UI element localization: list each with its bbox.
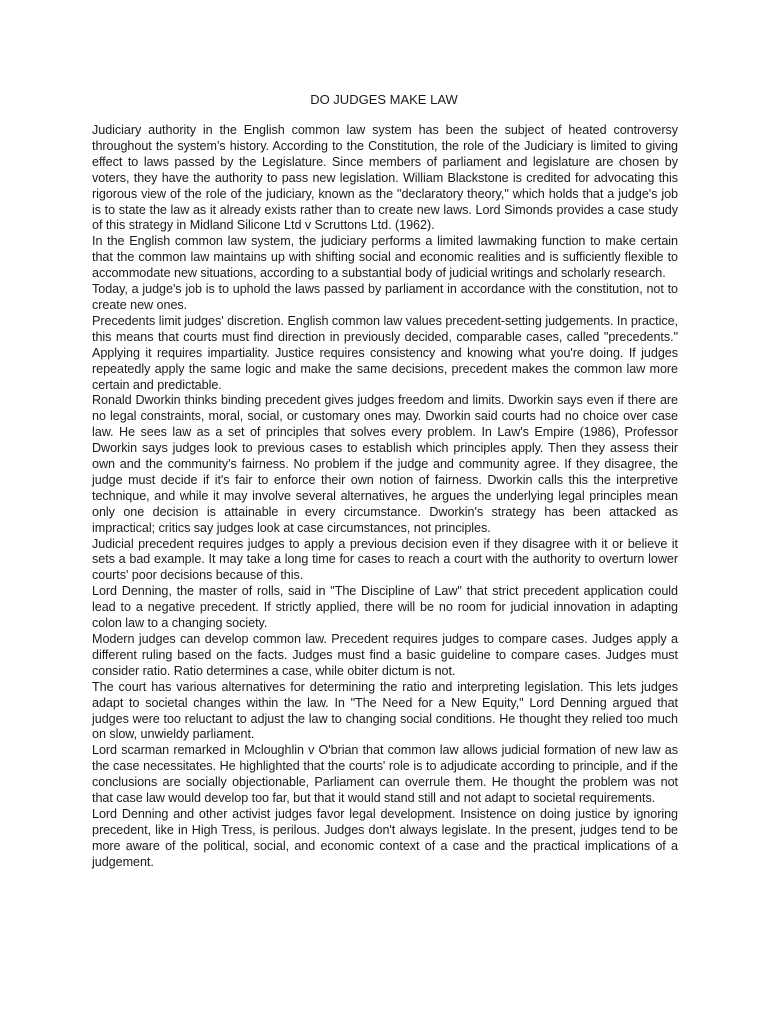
document-title: DO JUDGES MAKE LAW	[310, 92, 458, 107]
paragraph: In the English common law system, the judiciary performs a limited lawmaking function to make certain that the common law maintains up with shifting social and economic realities and is sufficiently flexible to accommodate new situations, according to a substantial body of judicial writings and scholarly research.	[92, 234, 678, 281]
paragraph: Lord Denning, the master of rolls, said in "The Discipline of Law" that strict precedent application could lead to a negative precedent. If strictly applied, there will be no room for judicial innovation in adapting colon law to a changing society.	[92, 584, 678, 631]
paragraph: Judicial precedent requires judges to apply a previous decision even if they disagree with it or believe it sets a bad example. It may take a long time for cases to reach a court with the authority to overturn lower courts' poor decisions because of this.	[92, 536, 678, 583]
document-body	[92, 123, 678, 871]
paragraph: Ronald Dworkin thinks binding precedent gives judges freedom and limits. Dworkin says even if there are no legal constraints, moral, social, or customary ones may. Dworkin said courts had no choice over case law. He sees law as a set of principles that solves every problem. In Law's Empire (1986), Professor Dworkin says judges look to previous cases to establish which principles apply. Then they assess their own and the community's fairness. No problem if the judge and community agree. If they disagree, the judge must decide if it's fair to enforce their own notion of fairness. Dworkin calls this the interpretive technique, and while it may involve several alternatives, he argues the underlying legal principles mean only one decision is attainable in every circumstance. Dworkin's strategy has been attacked as impractical; critics say judges look at case circumstances, not principles.	[92, 393, 678, 535]
paragraph: Today, a judge's job is to uphold the laws passed by parliament in accordance with the constitution, not to create new ones.	[92, 282, 678, 312]
paragraph: Lord Denning and other activist judges favor legal development. Insistence on doing justice by ignoring precedent, like in High Tress, is perilous. Judges don't always legislate. In the present, judges tend to be more aware of the political, social, and economic context of a case and the practical implications of a judgement.	[92, 806, 678, 869]
paragraph: Lord scarman remarked in Mcloughlin v O'brian that common law allows judicial formation of new law as the case necessitates. He highlighted that the courts' role is to adjudicate according to principle, and if the conclusions are socially objectionable, Parliament can overrule them. He thought the problem was not that case law would develop too far, but that it would stand still and not adapt to societal requirements.	[92, 743, 678, 806]
paragraph: Modern judges can develop common law. Precedent requires judges to compare cases. Judges apply a different ruling based on the facts. Judges must find a basic guideline to compare cases. Judges must consider ratio. Ratio determines a case, while obiter dictum is not.	[92, 632, 678, 678]
paragraph: Precedents limit judges' discretion. English common law values precedent-setting judgements. In practice, this means that courts must find direction in previously decided, comparable cases, called "precedents." Applying it requires impartiality. Justice requires consistency and knowing what you're doing. If judges repeatedly apply the same logic and make the same decisions, precedent makes the common law more certain and predictable.	[92, 313, 678, 392]
paragraph: The court has various alternatives for determining the ratio and interpreting legislation. This lets judges adapt to societal changes within the law. In "The Need for a New Equity," Lord Denning argued that judges were too reluctant to adjust the law to changing social conditions. He thought they relied too much on slow, unwieldy parliament.	[92, 679, 678, 742]
paragraph: Judiciary authority in the English common law system has been the subject of heated controversy throughout the system's history. According to the Constitution, the role of the Judiciary is limited to giving effect to laws passed by the Legislature. Since members of parliament and legislature are chosen by voters, they have the authority to pass new legislation. William Blackstone is credited for advocating this rigorous view of the role of the judiciary, known as the "declaratory theory," which holds that a judge's job is to state the law as it already exists rather than to create new laws. Lord Simonds provides a case study of this strategy in Midland Silicone Ltd v Scruttons Ltd. (1962).	[92, 123, 678, 233]
